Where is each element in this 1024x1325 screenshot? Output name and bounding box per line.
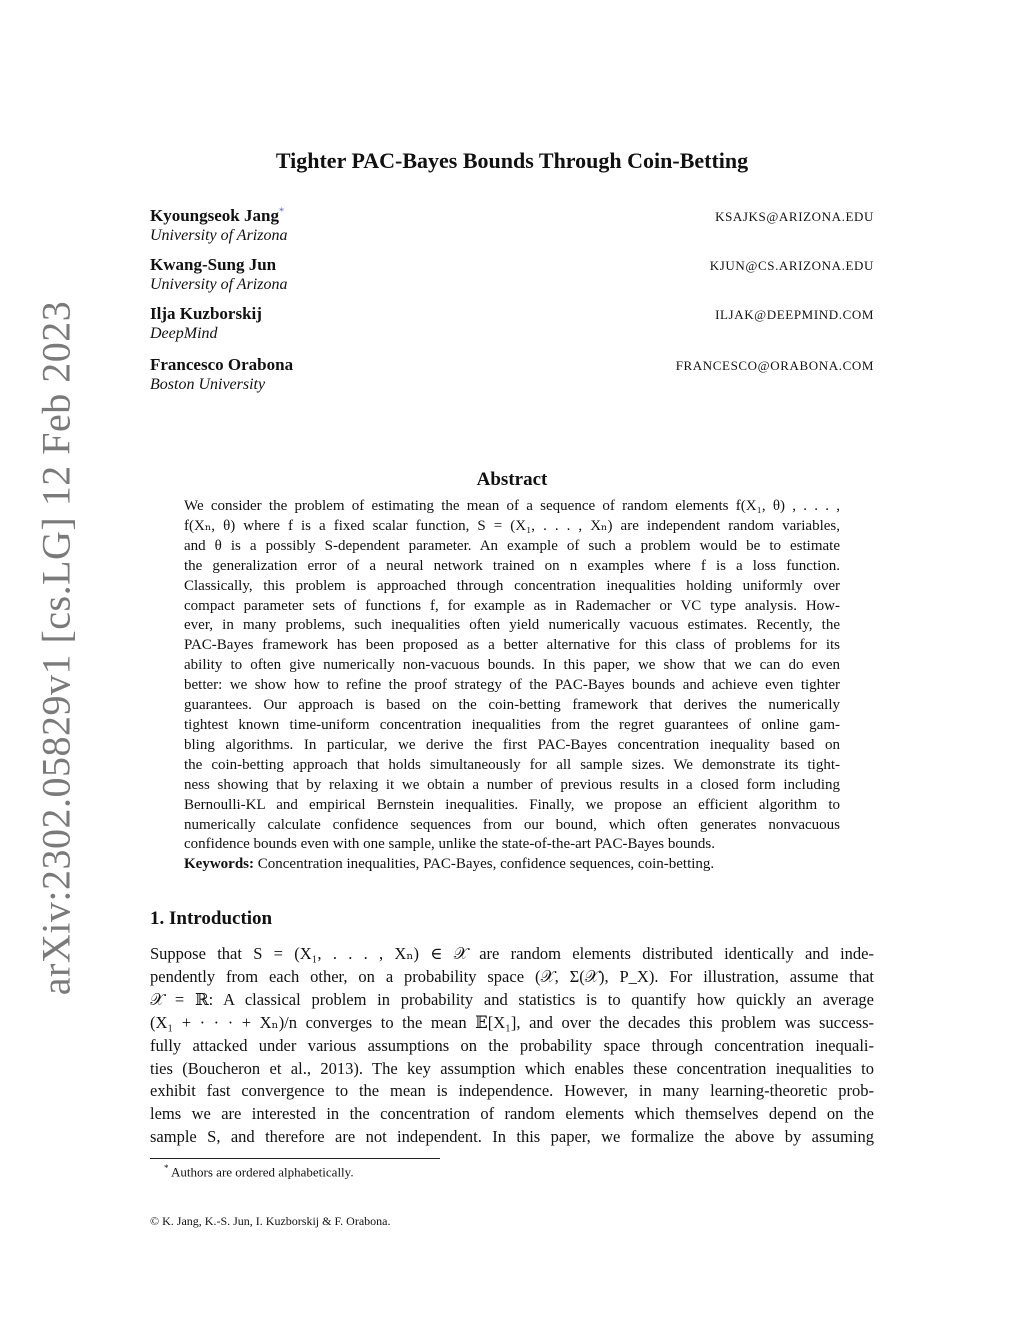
abstract-line: better: we show how to refine the proof strategy of the PAC-Bayes bounds and achieve even tighter [184, 677, 840, 694]
abstract-line: confidence bounds even with one sample, unlike the state-of-the-art PAC-Bayes bounds. [184, 836, 715, 853]
footnote-marker[interactable]: * [278, 206, 284, 218]
author-affiliation: University of Arizona [150, 227, 288, 244]
abstract-line: numerically calculate confidence sequences from our bound, which often generates nonvacuous [184, 816, 840, 833]
abstract-line: Classically, this problem is approached through concentration inequalities holding uniformly over [184, 577, 840, 594]
author-block [150, 304, 874, 343]
abstract-line: Bernoulli-KL and empirical Bernstein inequalities. Finally, we propose an efficient algorithm to [184, 796, 840, 813]
author-block [150, 355, 874, 394]
author-affiliation: Boston University [150, 376, 266, 393]
footnote-text: Authors are ordered alphabetically. [171, 1164, 354, 1180]
body-line-with-citation[interactable]: ties (Boucheron et al., 2013). The key assumption which enables these concentration inequalities to [150, 1058, 874, 1078]
abstract-line: the generalization error of a neural network trained on n examples where f is a loss function. [184, 557, 840, 574]
footnote [164, 1163, 354, 1180]
author-email: ILJAK@DEEPMIND.COM [715, 307, 874, 322]
abstract-line: compact parameter sets of functions f, for example as in Rademacher or VC type analysis. How- [184, 597, 840, 614]
abstract-heading: Abstract [476, 469, 548, 490]
abstract-line: and θ is a possibly S-dependent parameter. An example of such a problem would be to estimate [184, 537, 840, 554]
paper-title: Tighter PAC-Bayes Bounds Through Coin-Betting [275, 148, 749, 173]
author-affiliation: DeepMind [150, 325, 218, 342]
abstract-line: PAC-Bayes framework has been proposed as a better alternative for this class of problems for its [184, 637, 840, 654]
body-line: lems we are interested in the concentration of random elements which themselves depend on the [150, 1104, 874, 1124]
abstract-line: We consider the problem of estimating the mean of a sequence of random elements f(X₁, θ) , . . . , [184, 498, 840, 514]
abstract-body [184, 497, 840, 875]
keywords-line [184, 855, 840, 875]
author-email: KJUN@CS.ARIZONA.EDU [709, 258, 874, 273]
author-block [150, 255, 874, 294]
author-name: Kyoungseok Jang [150, 206, 279, 225]
footnote-divider [150, 1158, 440, 1159]
abstract-line: f(Xₙ, θ) where f is a fixed scalar function, S = (X₁, . . . , Xₙ) are independent random variables, [184, 517, 840, 534]
abstract-line: bling algorithms. In particular, we derive the first PAC-Bayes concentration inequality based on [184, 736, 840, 753]
author-name: Francesco Orabona [150, 355, 294, 374]
arxiv-identifier-stamp [0, 0, 100, 1325]
body-line: fully attacked under various assumptions on the probability space through concentration inequali- [150, 1035, 874, 1055]
abstract-line: ability to often give numerically non-vacuous bounds. In this paper, we show that we can do even [184, 657, 840, 674]
copyright-notice: © K. Jang, K.-S. Jun, I. Kuzborskij & F. Orabona. [150, 1214, 391, 1228]
keywords-text: Concentration inequalities, PAC-Bayes, confidence sequences, coin-betting. [257, 856, 715, 873]
abstract-line: guarantees. Our approach is based on the coin-betting framework that derives the numerically [184, 697, 840, 714]
arxiv-stamp-text: arXiv:2302.05829v1 [cs.LG] 12 Feb 2023 [33, 300, 79, 996]
author-affiliation: University of Arizona [150, 276, 288, 293]
body-line: 𝒳 = ℝ: A classical problem in probability and statistics is to quantify how quickly an average [150, 989, 874, 1009]
abstract-line: the coin-betting approach that holds simultaneously for all sample sizes. We demonstrate its tight- [184, 756, 840, 773]
body-line: Suppose that S = (X₁, . . . , Xₙ) ∈ 𝒳 are random elements distributed identically and inde- [150, 944, 874, 963]
abstract-line: tightest known time-uniform concentration inequalities from the regret guarantees of online gam- [184, 716, 840, 733]
author-name: Ilja Kuzborskij [150, 304, 262, 323]
author-name: Kwang-Sung Jun [150, 255, 277, 274]
footnote-marker: * [164, 1163, 169, 1173]
keywords-label: Keywords: [184, 856, 254, 873]
abstract-line: ever, in many problems, such inequalities often yield numerically vacuous estimates. Recently, the [184, 617, 840, 634]
body-line: exhibit fast convergence to the mean is independence. However, in many learning-theoretic prob- [150, 1081, 874, 1101]
author-email: FRANCESCO@ORABONA.COM [675, 358, 874, 373]
body-line: pendently from each other, on a probability space (𝒳, Σ(𝒳), P_X). For illustration, assume that [150, 966, 874, 986]
section-heading-introduction: 1. Introduction [150, 908, 273, 929]
body-line: (X₁ + · · · + Xₙ)/n converges to the mean 𝔼[X₁], and over the decades this problem was success- [150, 1012, 874, 1032]
abstract-line: ness showing that by relaxing it we obtain a number of previous results in a closed form including [184, 776, 840, 793]
body-line: sample S, and therefore are not independent. In this paper, we formalize the above by assuming [150, 1127, 874, 1147]
author-block [150, 206, 874, 245]
author-email: KSAJKS@ARIZONA.EDU [715, 209, 874, 224]
introduction-body [150, 943, 874, 1149]
